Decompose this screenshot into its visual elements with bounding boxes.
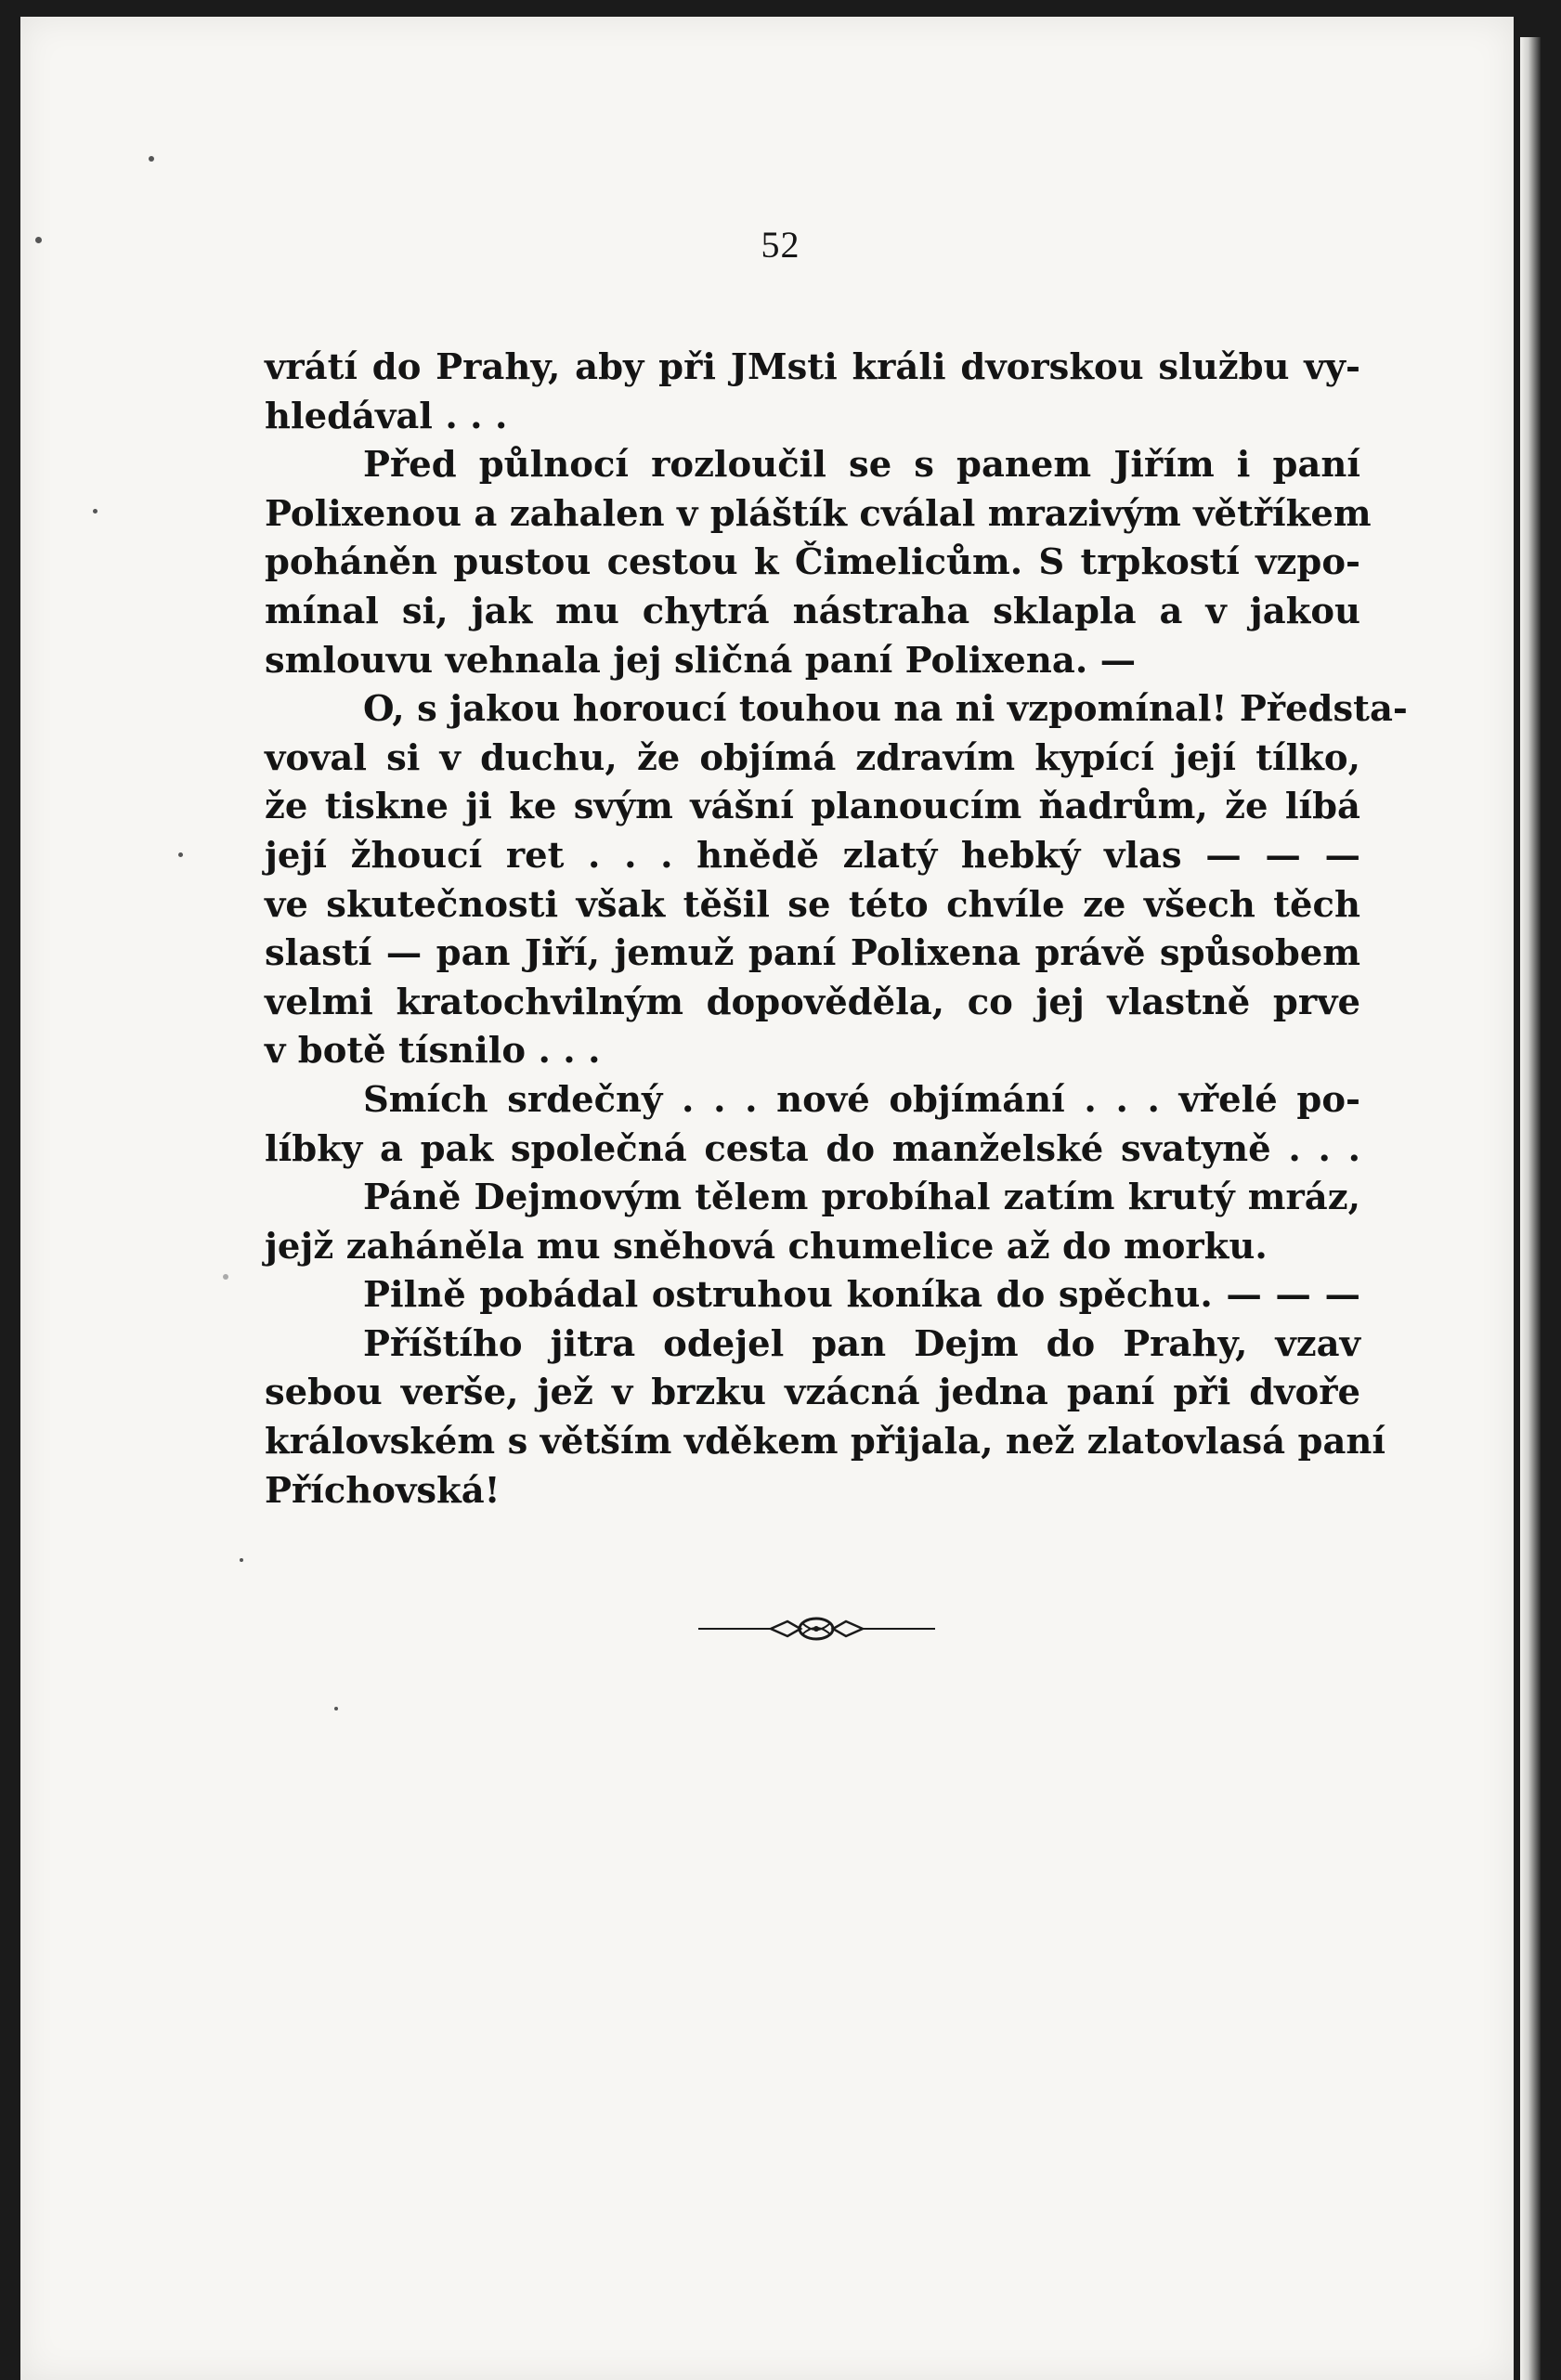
text-line: Příštího jitra odejel pan Dejm do Prahy, vzav [363,1322,1360,1365]
section-end-ornament [698,1610,935,1647]
text-line: mínal si, jak mu chytrá nástraha sklapla a v jakou [265,590,1360,632]
text-line: jejž zaháněla mu sněhová chumelice až do morku. [265,1225,1268,1268]
page-edge [1520,37,1541,2380]
text-line: hledával . . . [265,395,508,437]
text-line: smlouvu vehnala jej sličná paní Polixena. — [265,639,1137,682]
dust-speck [35,237,42,243]
dust-speck [223,1274,228,1280]
text-line: v botě tísnilo . . . [265,1030,601,1073]
page-number: 52 [761,224,800,266]
dust-speck [178,852,183,857]
text-line: Pilně pobádal ostruhou koníka do spěchu. — — — [363,1274,1360,1317]
text-line: sebou verše, jež v brzku vzácná jedna paní při dvoře [265,1372,1360,1414]
dust-speck [240,1558,243,1562]
text-line: voval si v duchu, že objímá zdravím kypící její tílko, [265,736,1360,779]
body-text [265,344,1408,1515]
text-line: Smích srdečný . . . nové objímání . . . vřelé po- [363,1078,1360,1121]
text-line: ve skutečnosti však těšil se této chvíle ze všech těch [265,883,1360,926]
text-line: že tiskne ji ke svým vášní planoucím ňadrům, že líbá [265,786,1360,828]
text-line: velmi kratochvilným dopověděla, co jej vlastně prve [265,981,1360,1023]
text-line: O, s jakou horoucí touhou na ni vzpomínal! Předsta- [363,688,1408,731]
text-line: Páně Dejmovým tělem probíhal zatím krutý mráz, [363,1177,1360,1219]
dust-speck [93,509,98,514]
text-line: poháněn pustou cestou k Čimelicům. S trpkostí vzpo- [265,541,1360,584]
text-line: Příchovská! [265,1469,501,1512]
text-line: její žhoucí ret . . . hnědě zlatý hebký vlas — — — [265,834,1360,877]
text-line: vrátí do Prahy, aby při JMsti králi dvorskou službu vy- [265,346,1360,388]
dust-speck [334,1707,338,1710]
text-line: líbky a pak společná cesta do manželské svatyně . . . [265,1127,1360,1170]
text-line: slastí — pan Jiří, jemuž paní Polixena právě spůsobem [265,932,1360,975]
text-line: Před půlnocí rozloučil se s panem Jiřím i paní [363,444,1360,487]
text-line: královském s větším vděkem přijala, než zlatovlasá paní [265,1421,1386,1463]
text-line: Polixenou a zahalen v pláštík cválal mrazivým větříkem [265,492,1372,535]
dust-speck [149,156,154,162]
